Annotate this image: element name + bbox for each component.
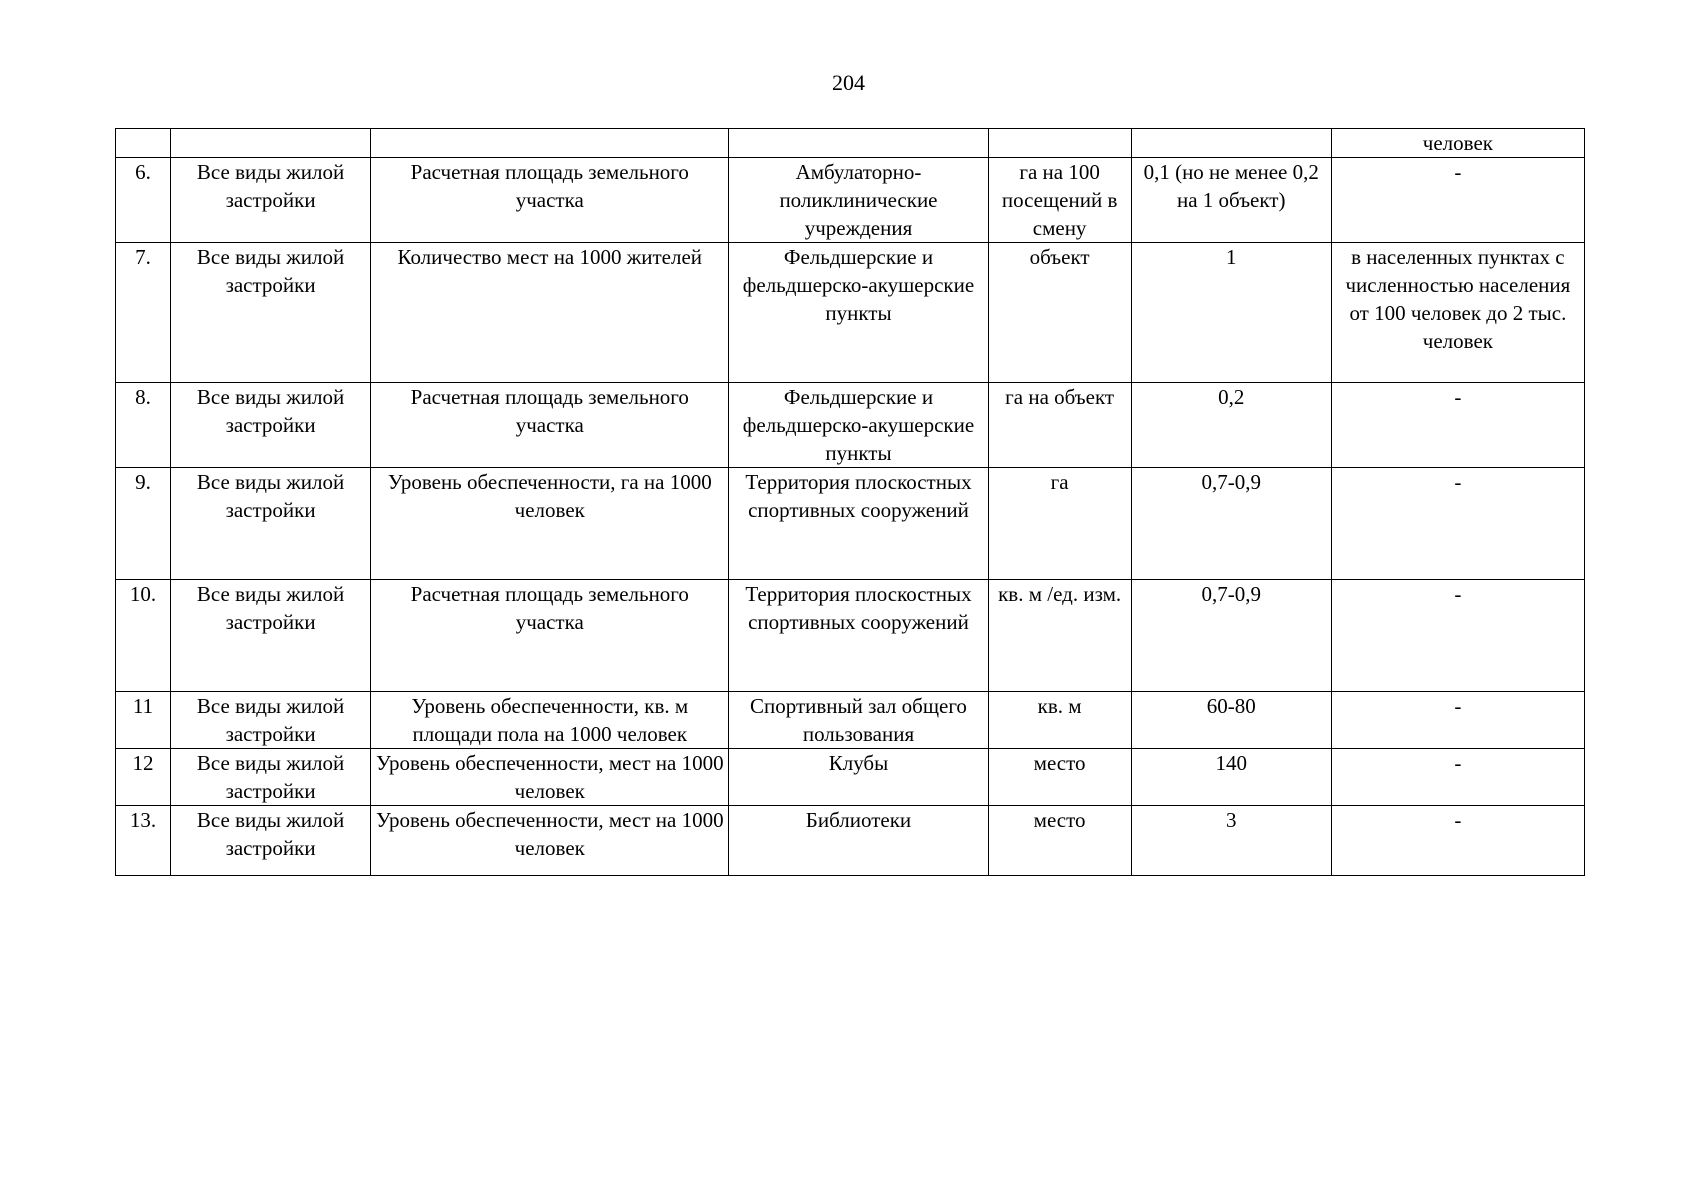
- indicator-cell: Уровень обеспеченности, мест на 1000 человек: [371, 806, 729, 876]
- note-cell: -: [1331, 692, 1584, 749]
- zone-cell: Все виды жилой застройки: [171, 383, 371, 468]
- object-cell: Территория плоскостных спортивных сооружений: [729, 468, 988, 580]
- object-cell: Фельдшерские и фельдшерско-акушерские пункты: [729, 383, 988, 468]
- unit-cell: объект: [988, 243, 1131, 383]
- object-cell: Амбулаторно-поликлинические учреждения: [729, 158, 988, 243]
- note-cell: в населенных пунктах с численностью населения от 100 человек до 2 тыс. человек: [1331, 243, 1584, 383]
- value-cell: 0,7-0,9: [1131, 580, 1331, 692]
- value-cell: 3: [1131, 806, 1331, 876]
- table-row: [116, 243, 1585, 383]
- row-number-cell: 7.: [116, 243, 171, 383]
- unit-cell: место: [988, 749, 1131, 806]
- unit-cell: кв. м: [988, 692, 1131, 749]
- row-number-cell: 8.: [116, 383, 171, 468]
- zone-cell: Все виды жилой застройки: [171, 468, 371, 580]
- table-row: [116, 749, 1585, 806]
- table-row: [116, 383, 1585, 468]
- value-cell: 0,1 (но не менее 0,2 на 1 объект): [1131, 158, 1331, 243]
- note-cell: -: [1331, 468, 1584, 580]
- zone-cell: Все виды жилой застройки: [171, 243, 371, 383]
- table-cell: [116, 129, 171, 158]
- object-cell: Клубы: [729, 749, 988, 806]
- table-cell: [729, 129, 988, 158]
- indicator-cell: Уровень обеспеченности, кв. м площади пола на 1000 человек: [371, 692, 729, 749]
- norms-table: [115, 128, 1585, 876]
- note-cell: -: [1331, 158, 1584, 243]
- object-cell: Спортивный зал общего пользования: [729, 692, 988, 749]
- table-row: [116, 158, 1585, 243]
- zone-cell: Все виды жилой застройки: [171, 749, 371, 806]
- value-cell: 0,7-0,9: [1131, 468, 1331, 580]
- note-cell: -: [1331, 749, 1584, 806]
- unit-cell: га на объект: [988, 383, 1131, 468]
- table-row: [116, 692, 1585, 749]
- table-cell: [371, 129, 729, 158]
- indicator-cell: Уровень обеспеченности, га на 1000 человек: [371, 468, 729, 580]
- value-cell: 0,2: [1131, 383, 1331, 468]
- object-cell: Территория плоскостных спортивных сооружений: [729, 580, 988, 692]
- unit-cell: кв. м /ед. изм.: [988, 580, 1131, 692]
- row-number-cell: 6.: [116, 158, 171, 243]
- value-cell: 1: [1131, 243, 1331, 383]
- row-number-cell: 12: [116, 749, 171, 806]
- table-row: [116, 580, 1585, 692]
- unit-cell: га на 100 посещений в смену: [988, 158, 1131, 243]
- zone-cell: Все виды жилой застройки: [171, 692, 371, 749]
- row-number-cell: 13.: [116, 806, 171, 876]
- zone-cell: Все виды жилой застройки: [171, 580, 371, 692]
- zone-cell: Все виды жилой застройки: [171, 158, 371, 243]
- table-cell: человек: [1331, 129, 1584, 158]
- note-cell: -: [1331, 580, 1584, 692]
- note-cell: -: [1331, 806, 1584, 876]
- unit-cell: га: [988, 468, 1131, 580]
- table-row: [116, 468, 1585, 580]
- object-cell: Библиотеки: [729, 806, 988, 876]
- indicator-cell: Расчетная площадь земельного участка: [371, 383, 729, 468]
- row-number-cell: 11: [116, 692, 171, 749]
- indicator-cell: Расчетная площадь земельного участка: [371, 580, 729, 692]
- zone-cell: Все виды жилой застройки: [171, 806, 371, 876]
- indicator-cell: Количество мест на 1000 жителей: [371, 243, 729, 383]
- object-cell: Фельдшерские и фельдшерско-акушерские пункты: [729, 243, 988, 383]
- table-cell: [171, 129, 371, 158]
- table-cell: [1131, 129, 1331, 158]
- row-number-cell: 9.: [116, 468, 171, 580]
- unit-cell: место: [988, 806, 1131, 876]
- table-row-continuation: [116, 129, 1585, 158]
- indicator-cell: Уровень обеспеченности, мест на 1000 человек: [371, 749, 729, 806]
- table-cell: [988, 129, 1131, 158]
- table-row: [116, 806, 1585, 876]
- note-cell: -: [1331, 383, 1584, 468]
- row-number-cell: 10.: [116, 580, 171, 692]
- indicator-cell: Расчетная площадь земельного участка: [371, 158, 729, 243]
- value-cell: 140: [1131, 749, 1331, 806]
- value-cell: 60-80: [1131, 692, 1331, 749]
- page-number: 204: [832, 70, 865, 95]
